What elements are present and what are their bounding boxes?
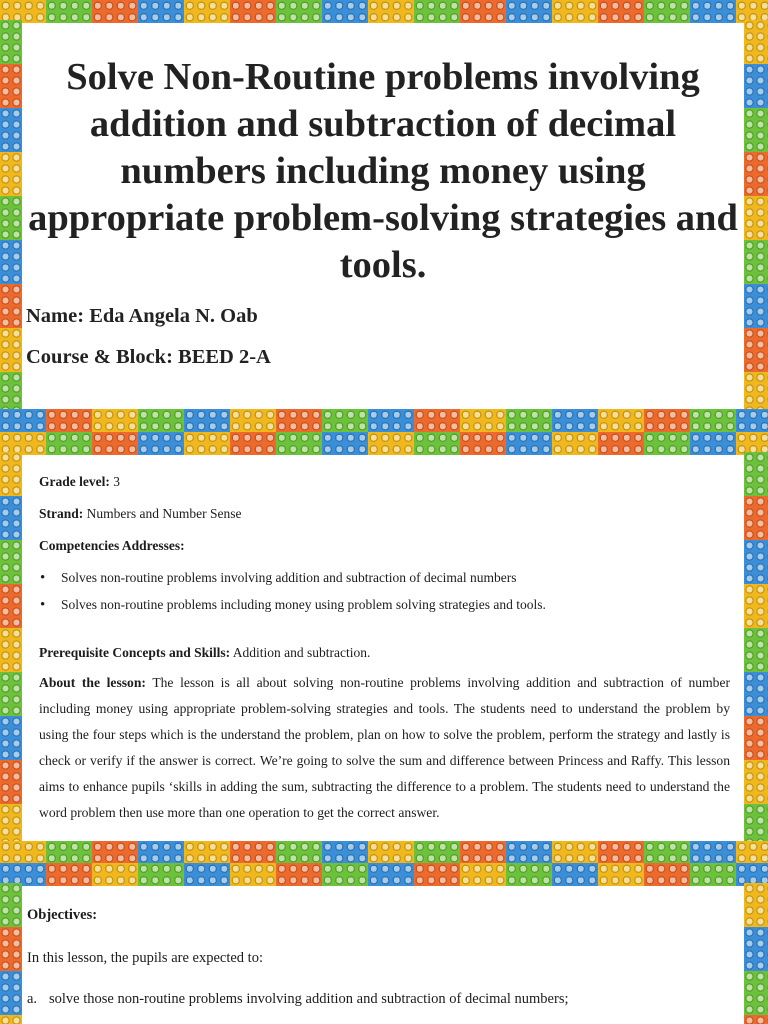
right-brick-border-2 [744, 452, 768, 844]
strand-value: Numbers and Number Sense [86, 506, 242, 521]
right-brick-border-3 [744, 883, 768, 1024]
objectives-intro: In this lesson, the pupils are expected to: [27, 950, 263, 966]
title-section [22, 24, 744, 408]
objectives-heading: Objectives: [27, 907, 98, 923]
middle-brick-border-2b [0, 863, 768, 886]
competencies-list [39, 569, 730, 614]
grade-value: 3 [113, 474, 120, 489]
course-line [26, 346, 744, 369]
about-lesson-paragraph [39, 670, 730, 826]
prereq-value: Addition and subtraction. [232, 645, 371, 660]
prereq-label: Prerequisite Concepts and Skills: [39, 645, 231, 660]
name-value: Eda Angela N. Oab [89, 305, 258, 327]
middle-brick-border-1b [0, 432, 768, 455]
left-brick-border-2 [0, 452, 22, 844]
course-value: BEED 2-A [178, 346, 271, 368]
middle-brick-border-1a [0, 409, 768, 432]
name-line [26, 305, 744, 328]
list-item: • Solves non-routine problems involving addition and subtraction of decimal numbers [61, 569, 730, 587]
right-brick-border-1 [744, 20, 768, 412]
competencies-label: Competencies Addresses: [39, 538, 185, 553]
strand-row [39, 505, 730, 523]
page-title: Solve Non-Routine problems involving addition and subtraction of decimal numbers including money using appropriate problem-solving strategies and tools. [28, 56, 738, 286]
left-brick-border-1 [0, 20, 22, 412]
course-label: Course & Block: [26, 346, 173, 368]
middle-brick-border-2a [0, 841, 768, 863]
about-text: The lesson is all about solving non-routine problems involving addition and subtraction of number including money using appropriate problem-solving strategies and tools. The students need to understand the problem by using the four steps which is the understand the problem, plan on how to solve the problem, perform the strategy and lastly is check or verify if the answer is correct. We’re going to solve the sum and difference between Princess and Raffy. This lesson aims to enhance pupils ‘skills in adding the sum, subtracting the difference to a problem. The students need to understand the word problem then use more than one operation to get the correct answer. [39, 675, 731, 820]
prerequisite-row [39, 644, 730, 662]
competencies-heading [39, 537, 730, 555]
grade-level-row [39, 473, 730, 491]
strand-label: Strand: [39, 506, 84, 521]
top-brick-border [0, 0, 768, 23]
name-label: Name: [26, 305, 85, 327]
about-label: About the lesson: [39, 675, 146, 690]
left-brick-border-3 [0, 883, 22, 1024]
grade-label: Grade level: [39, 474, 110, 489]
lesson-info-section [22, 458, 744, 840]
objective-text: solve those non-routine problems involving addition and subtraction of decimal numbers; [49, 991, 569, 1007]
objectives-section [22, 886, 744, 1024]
objective-letter: a. [27, 991, 38, 1007]
list-item: • Solves non-routine problems including money using problem solving strategies and tools. [61, 596, 730, 614]
objective-item [27, 991, 728, 1008]
